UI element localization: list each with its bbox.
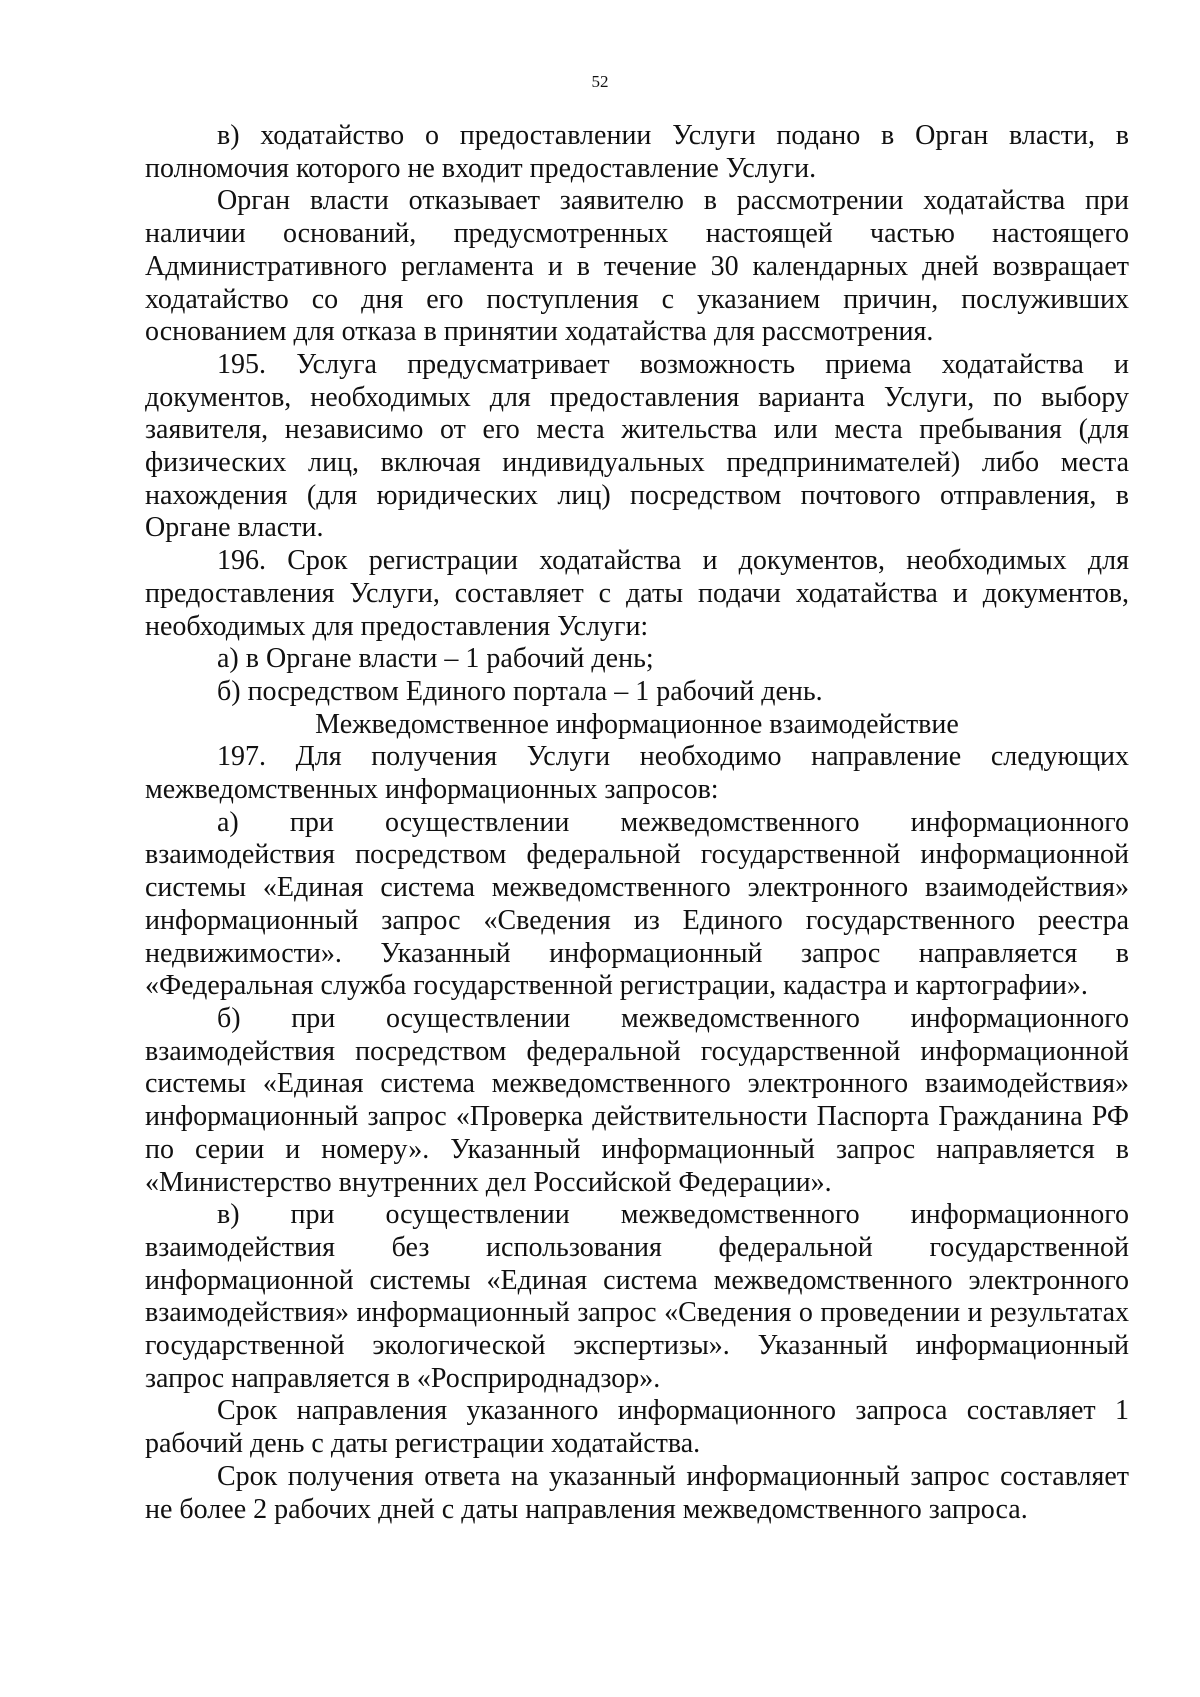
paragraph-response-deadline: Срок получения ответа на указанный информационный запрос составляет не более 2 рабочих дней с даты направления межведомственного запроса. bbox=[145, 1460, 1129, 1525]
document-body bbox=[145, 120, 1129, 1526]
paragraph-197-a: а) при осуществлении межведомственного информационного взаимодействия посредством федеральной государственной информационной системы «Единая система межведомственного электронного взаимодействия» информационный запрос «Сведения из Единого государственного реестра недвижимости». Указанный информационный запрос направляется в «Федеральная служба государственной регистрации, кадастра и картографии». bbox=[145, 806, 1129, 1002]
section-heading: Межведомственное информационное взаимодействие bbox=[315, 708, 959, 740]
paragraph-197: 197. Для получения Услуги необходимо направление следующих межведомственных информационных запросов: bbox=[145, 741, 1129, 806]
paragraph-item-v-conclusion: в) ходатайство о предоставлении Услуги подано в Орган власти, в полномочия которого не входит предоставление Услуги. bbox=[145, 120, 1129, 184]
paragraph-196: 196. Срок регистрации ходатайства и документов, необходимых для предоставления Услуги, составляет с даты подачи ходатайства и документов, необходимых для предоставления Услуги: bbox=[145, 545, 1129, 642]
paragraph-196-b: б) посредством Единого портала – 1 рабочий день. bbox=[217, 675, 823, 707]
paragraph-197-v: в) при осуществлении межведомственного информационного взаимодействия без использования федеральной государственной информационной системы «Единая система межведомственного электронного взаимодействия» информационный запрос «Сведения о проведении и результатах государственной экологической экспертизы». Указанный информационный запрос направляется в «Росприроднадзор». bbox=[145, 1199, 1129, 1394]
paragraph-refusal-rules: Орган власти отказывает заявителю в рассмотрении ходатайства при наличии оснований, предусмотренных настоящей частью настоящего Административного регламента и в течение 30 календарных дней возвращает ходатайство со дня его поступления с указанием причин, послуживших основанием для отказа в принятии ходатайства для рассмотрения. bbox=[145, 185, 1129, 348]
paragraph-request-deadline: Срок направления указанного информационного запроса составляет 1 рабочий день с даты регистрации ходатайства. bbox=[145, 1395, 1129, 1460]
paragraph-196-a: а) в Органе власти – 1 рабочий день; bbox=[217, 643, 654, 675]
page-number: 52 bbox=[591, 72, 609, 91]
paragraph-197-b: б) при осуществлении межведомственного информационного взаимодействия посредством федеральной государственной информационной системы «Единая система межведомственного электронного взаимодействия» информационный запрос «Проверка действительности Паспорта Гражданина РФ по серии и номеру». Указанный информационный запрос направляется в «Министерство внутренних дел Российской Федерации». bbox=[145, 1002, 1129, 1198]
paragraph-195: 195. Услуга предусматривает возможность приема ходатайства и документов, необходимых для предоставления варианта Услуги, по выбору заявителя, независимо от его места жительства или места пребывания (для физических лиц, включая индивидуальных предпринимателей) либо места нахождения (для юридических лиц) посредством почтового отправления, в Органе власти. bbox=[145, 348, 1129, 544]
